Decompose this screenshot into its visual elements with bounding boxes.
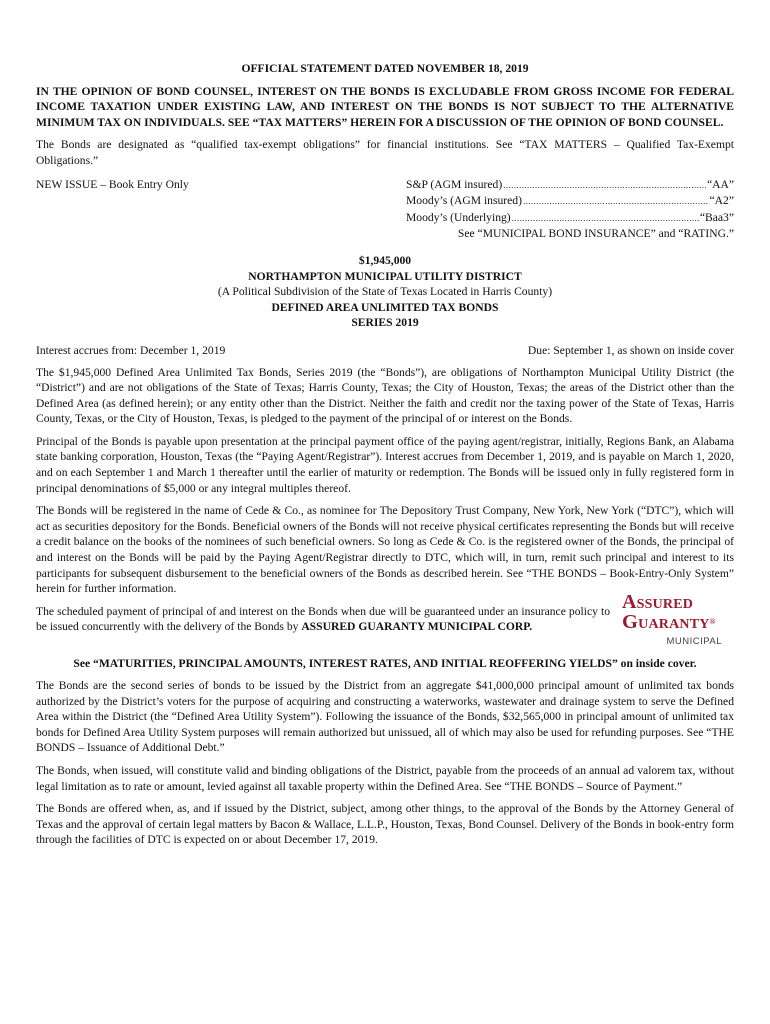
- issue-and-ratings-row: [36, 177, 734, 242]
- logo-municipal: MUNICIPAL: [666, 635, 722, 647]
- rating-line-moodys-insured: [406, 193, 734, 210]
- paragraph-authorization: The Bonds are the second series of bonds to be issued by the District from an aggregate $41,000,000 principal amount of unlimited tax bonds authorized by the District’s voters for the purpose of acquiring and constructing a waterworks, wastewater and drainage system to serve the Defined Area within the District (the “Defined Area Utility System”). Following the issuance of the Bonds, $32,565,000 in principal amount of unlimited tax bonds for Defined Area Utility System purposes will remain authorized but unissued, all of which may also be used for refunding purposes. See “THE BONDS – Issuance of Additional Debt.”: [36, 679, 734, 755]
- logo-line-assured: Assured: [622, 590, 694, 613]
- official-statement-cover: [36, 61, 734, 855]
- insurance-text: The scheduled payment of principal of and interest on the Bonds when due will be guaranteed under an insurance policy to be issued concurrently with the delivery of the Bonds by: [36, 604, 610, 634]
- rating-leader-dots: [523, 194, 709, 210]
- paragraph-registration: The Bonds will be registered in the name of Cede & Co., as nominee for The Depository Trust Company, New York, New York (“DTC”), which will act as securities depository for the Bonds. Beneficial owners of the Bonds will not receive physical certificates representing the Bonds but will receive a credit balance on the books of the nominees of such beneficial owners. So long as Cede & Co. is the registered owner of the Bonds, the principal of and interest on the Bonds will be paid by the Paying Agent/Registrar directly to DTC, which will, in turn, remit such principal and interest to its participants for subsequent disbursement to the beneficial owners of the Bonds as described herein. See “THE BONDS – Book-Entry-Only System” herein for further information.: [36, 504, 734, 596]
- ratings-block: [406, 177, 734, 242]
- assured-guaranty-logo: [622, 592, 734, 650]
- bond-series: SERIES 2019: [351, 316, 419, 330]
- rating-value: “A2”: [709, 194, 734, 208]
- rating-value: “Baa3”: [699, 210, 734, 224]
- interest-accrues-date: Interest accrues from: December 1, 2019: [36, 343, 226, 357]
- bond-name: DEFINED AREA UNLIMITED TAX BONDS: [271, 300, 499, 314]
- paragraph-obligations: The $1,945,000 Defined Area Unlimited Tax Bonds, Series 2019 (the “Bonds”), are obligations of Northampton Municipal Utility District (the “District”) and are not obligations of the State of Texas; Harris County, Texas; the City of Houston, Texas; the areas of the District other than the Defined Area (as defined herein); or any entity other than the District. Neither the faith and credit nor the taxing power of the State of Texas, Harris County, Texas, or the City of Houston, Texas, is pledged to the payment of the principal of or interest on the Bonds.: [36, 365, 734, 426]
- principal-amount: $1,945,000: [358, 253, 412, 267]
- logo-line-guaranty: [622, 612, 734, 632]
- paragraph-insurance: [36, 604, 610, 635]
- see-maturities-note: See “MATURITIES, PRINCIPAL AMOUNTS, INTEREST RATES, AND INITIAL REOFFERING YIELDS” on inside cover.: [73, 657, 697, 671]
- issue-heading: [36, 253, 734, 331]
- dates-row: [36, 343, 734, 359]
- rating-value: “AA”: [706, 177, 734, 191]
- bond-counsel-opinion: IN THE OPINION OF BOND COUNSEL, INTEREST ON THE BONDS IS EXCLUDABLE FROM GROSS INCOME FOR FEDERAL INCOME TAXATION UNDER EXISTING LAW, AND INTEREST ON THE BONDS IS NOT SUBJECT TO THE ALTERNATIVE MINIMUM TAX ON INDIVIDUALS. SEE “TAX MATTERS” HEREIN FOR A DISCUSSION OF THE OPINION OF BOND COUNSEL.: [36, 84, 734, 129]
- rating-line-sp: [406, 177, 734, 194]
- new-issue-label: NEW ISSUE – Book Entry Only: [36, 177, 189, 191]
- rating-label: Moody’s (AGM insured): [406, 194, 522, 208]
- rating-leader-dots: [512, 211, 699, 227]
- paragraph-offering: The Bonds are offered when, as, and if issued by the District, subject, among other things, to the approval of the Bonds by the Attorney General of Texas and the approval of certain legal matters by Bacon & Wallace, L.L.P., Houston, Texas, Bond Counsel. Delivery of the Bonds in book-entry form through the facilities of DTC is expected on or about December 17, 2019.: [36, 802, 734, 847]
- document-title: OFFICIAL STATEMENT DATED NOVEMBER 18, 2019: [241, 62, 529, 75]
- issuer-description: (A Political Subdivision of the State of Texas Located in Harris County): [217, 285, 553, 299]
- issuer-name: NORTHAMPTON MUNICIPAL UTILITY DISTRICT: [248, 269, 522, 283]
- insurer-name: ASSURED GUARANTY MUNICIPAL CORP.: [301, 620, 533, 634]
- logo-guaranty-text: Guaranty: [622, 610, 710, 633]
- insurance-row: [36, 590, 734, 650]
- due-date: Due: September 1, as shown on inside cover: [527, 343, 734, 357]
- qualified-tax-exempt-note: The Bonds are designated as “qualified tax-exempt obligations” for financial institutions. See “TAX MATTERS – Qualified Tax-Exempt Obligations.”: [36, 138, 734, 167]
- rating-label: S&P (AGM insured): [406, 177, 503, 191]
- ratings-reference-note: See “MUNICIPAL BOND INSURANCE” and “RATING.”: [457, 227, 734, 241]
- rating-line-moodys-underlying: [406, 210, 734, 227]
- rating-leader-dots: [503, 178, 706, 194]
- paragraph-validity: The Bonds, when issued, will constitute valid and binding obligations of the District, payable from the proceeds of an annual ad valorem tax, without legal limitation as to rate or amount, levied against all taxable property within the Defined Area. See “THE BONDS – Source of Payment.”: [36, 763, 734, 793]
- rating-label: Moody’s (Underlying): [406, 210, 511, 224]
- registered-mark-icon: ®: [709, 616, 716, 626]
- paragraph-payment: Principal of the Bonds is payable upon presentation at the principal payment office of the paying agent/registrar, initially, Regions Bank, an Alabama state banking corporation, Houston, Texas (the “Paying Agent/Registrar”). Interest accrues from December 1, 2019, and is payable on March 1, 2020, and on each September 1 and March 1 thereafter until the earlier of maturity or redemption. The Bonds will be issued only in fully registered form in principal denominations of $5,000 or any integral multiples thereof.: [36, 434, 734, 495]
